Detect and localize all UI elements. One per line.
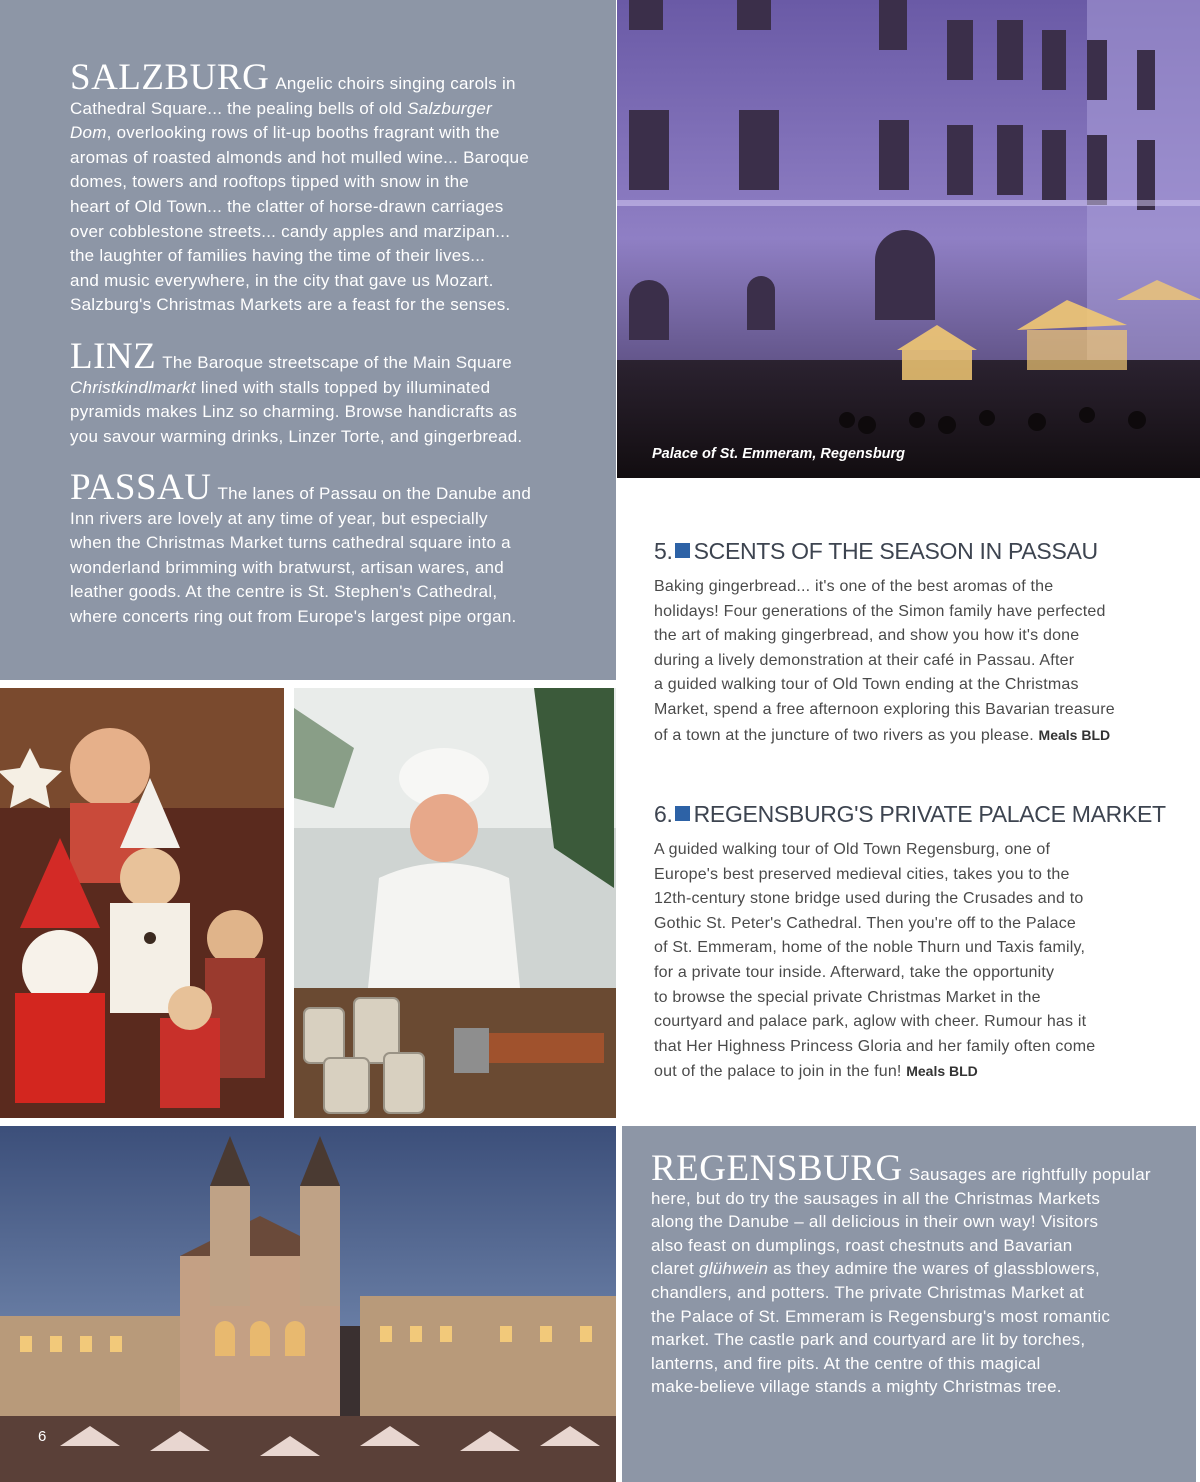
regensburg-section [651,1148,1191,1399]
linz-heading: LINZ [70,336,157,377]
photo-caption: Palace of St. Emmeram, Regensburg [652,446,906,462]
linz-paragraph: LINZ The Baroque streetscape of the Main Square Christkindlmarkt lined with stalls topped by illuminated pyramids makes Linz so charming. Browse handicrafts as you savour warming drinks, Linzer Torte, and gingerbread. [70,336,523,446]
salzburg-section [70,57,610,318]
cathedral-photo [0,1126,616,1482]
itinerary-item-5 [654,538,1174,748]
item-6-heading: 6. REGENSBURG'S PRIVATE PALACE MARKET [654,801,1166,827]
square-bullet-icon [675,543,690,558]
passau-paragraph: PASSAU The lanes of Passau on the Danube and Inn rivers are lovely at any time of year, but especially when the Christmas Market turns cathedral square into a wonderland brimming with bratwurst, artisan wares, and leather goods. At the centre is St. Stephen's Cathedral, where concerts ring out from Europe's largest pipe organ. [70,467,532,626]
page-number: 6 [38,1428,47,1445]
palace-illustration [617,0,1200,478]
linz-section [70,336,610,449]
nutcracker-illustration [0,688,284,1118]
passau-section [70,467,610,630]
destinations-panel [0,0,616,680]
itinerary-item-6 [654,801,1184,1085]
regensburg-heading: REGENSBURG [651,1148,903,1189]
cathedral-illustration [0,1126,616,1482]
nutcracker-photo [0,688,284,1118]
square-bullet-icon [675,806,690,821]
item-6-meals: Meals BLD [906,1063,978,1080]
item-5-meals: Meals BLD [1038,726,1111,743]
item-5-heading: 5. SCENTS OF THE SEASON IN PASSAU [654,538,1098,564]
palace-photo [617,0,1200,478]
regensburg-panel [622,1126,1196,1482]
passau-heading: PASSAU [70,467,212,508]
baker-photo [294,688,616,1118]
item-5-body: Baking gingerbread... it's one of the best aromas of the holidays! Four generations of the Simon family have perfected the art of making gingerbread, and show you how it's done during a lively demonstration at their café in Passau. After a guided walking tour of Old Town ending at the Christmas Market, spend a free afternoon exploring this Bavarian treasure of a town at the juncture of two rivers as you please. Meals BLD [654,578,1115,744]
item-6-body: A guided walking tour of Old Town Regensburg, one of Europe's best preserved medieval cities, takes you to the 12th-century stone bridge used during the Crusades and to Gothic St. Peter's Cathedral. Then you're off to the Palace of St. Emmeram, home of the noble Thurn und Taxis family, for a private tour inside. Afterward, take the opportunity to browse the special private Christmas Market in the courtyard and palace park, aglow with cheer. Rumour has it that Her Highness Princess Gloria and her family often come out of the palace to join in the fun! Meals BLD [654,841,1096,1081]
regensburg-paragraph: REGENSBURG Sausages are rightfully popular here, but do try the sausages in all the Christmas Markets along the Danube – all delicious in their own way! Visitors also feast on dumplings, roast chestnuts and Bavarian claret glühwein as they admire the wares of glassblowers, chandlers, and potters. The private Christmas Market at the Palace of St. Emmeram is Regensburg's most romantic market. The castle park and courtyard are lit by torches, lanterns, and fire pits. At the centre of this magical make-believe village stands a mighty Christmas tree. [651,1148,1151,1397]
salzburg-heading: SALZBURG [70,57,270,98]
baker-illustration [294,688,616,1118]
salzburg-paragraph: SALZBURG Angelic choirs singing carols in Cathedral Square... the pealing bells of old Salzburger Dom, overlooking rows of lit-up booths fragrant with the aromas of roasted almonds and hot mulled wine... Baroque domes, towers and rooftops tipped with snow in the heart of Old Town... the clatter of horse-drawn carriages over cobblestone streets... candy apples and marzipan... the laughter of families having the time of their lives... and music everywhere, in the city that gave us Mozart. Salzburg's Christmas Markets are a feast for the senses. [70,57,530,315]
item-5-title: SCENTS OF THE SEASON IN PASSAU [693,538,1098,564]
item-6-title: REGENSBURG'S PRIVATE PALACE MARKET [693,801,1166,827]
